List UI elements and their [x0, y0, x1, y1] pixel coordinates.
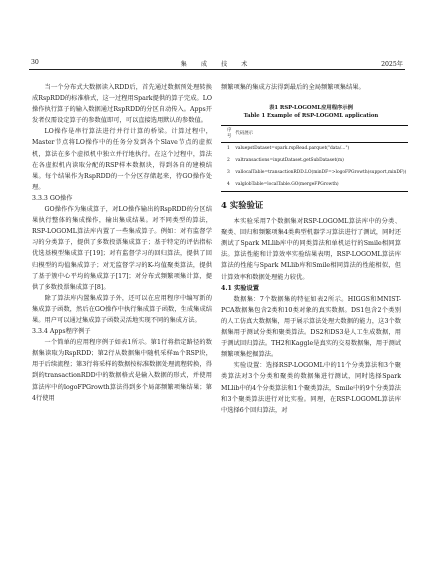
table-header-row — [221, 126, 408, 143]
paragraph: 数据集：7个数据集的特征如表2所示。HIGGS和MNIST-PCA数据集包含2类和10类对象的真实数据。DS1包含2个类别的人工仿真大数据集，用于展示算法处理大数据的能力，这3个数据集用于测试分类和聚类算法。DS2和DS3是人工生成数据，用于测试回归算法。TH2和Kaggle是真实的交易数据集，用于测试频繁项集挖掘算法。 — [221, 295, 401, 359]
code-example-table — [221, 125, 408, 192]
subsection-heading: 4.1 实验设置 — [221, 284, 260, 292]
table-caption-cn: 表1 RSP-LOGOML应用程序示例 — [269, 105, 353, 112]
paragraph: 当一个分布式大数据读入RDD后，首先通过数据预处理转换成RspRDD的标准格式，这一过程用Spark提供的算子完成。LO操作执行算子的输入数据通过RspRDD的分区自动传入。Apps开发者仅需设定算子的参数值即可，可以直接选用默认的参数值。 — [32, 84, 212, 125]
row-number: 4 — [221, 179, 233, 192]
row-number: 3 — [227, 170, 230, 176]
publication-year: 2025年 — [381, 61, 403, 68]
paragraph: 实验设置：选择RSP-LOGOML中的11个分类算法和3个聚类算法对3个分类和聚类的数据集进行测试，同时选择Spark MLlib中的4个分类算法和1个聚类算法，Smile中的9个分类算法和3个聚类算法进行对比实验。同理，在RSP-LOGOML算法库中选择6个回归算法，对 — [221, 362, 401, 414]
table-row — [221, 167, 408, 179]
paragraph: 本实验采用7个数据集对RSP-LOGOML算法库中的分类、聚类、回归和频繁项集4类典型机器学习算法进行了测试，同时还测试了Spark MLlib库中的同类算法和单机运行的Smile相同算法。算法性能和计算效率实验结果表明，RSP-LOGOML算法库算法的性能与Spark MLlib库和Smile相同算法的性能相似，但计算效率和数据处理能力较优。 — [221, 218, 401, 281]
page-number: 30 — [31, 59, 39, 66]
paragraph: LO操作是串行算法进行并行计算的桥梁。计算过程中，Master节点将LO操作中的任务分发到各个Slave节点的虚拟机，算法在多个虚拟机中独立并行地执行。在这个过程中，算法在各虚拟机内读取分配的RSP样本数据块，得到各自的建模结果。每个结果作为RspRDD的一个分区存储起来，待GO操作处理。 — [32, 128, 212, 191]
row-number: 2 — [227, 158, 230, 164]
section-heading: 4 实验验证 — [221, 200, 264, 211]
running-header — [29, 57, 405, 70]
row-code: valglobTable=localTable.GO(mergeFPGrowth) — [233, 179, 408, 192]
paragraph: GO操作作为集成算子，对LO操作输出的RspRDD的分区结果执行整体的集成操作，输出集成结果。对不同类型的算法，RSP-LOGOML算法库内置了一些集成算子。例如：对有监督学习的分类算子，提供了多数投票集成算子；基于特定的评估指标优选基模型集成算子[19]；对有监督学习的回归算法，提供了回归模型的均值集成算子；对无监督学习的K-均值聚类算法，提供了基于簇中心平均的集成算子[17]；对分布式频繁项集计算，提供了多数投票集成算子[8]。 — [32, 206, 212, 291]
journal-title: 集 成 技 术 — [180, 61, 254, 68]
subsection-heading: 3.3.4 Apps程序例子 — [32, 328, 91, 336]
paragraph: 除了算法库内置集成算子外，还可以在应用程序中编写新的集成算子函数，然后在GO操作中执行集成算子函数，生成集成结果。用户可以通过集成算子函数灵活地实现不同的集成方法。 — [32, 294, 212, 324]
right-column — [221, 82, 407, 416]
left-column — [32, 82, 212, 404]
row-code: valtransactions=inputDataset.getSubDataset(m) — [235, 158, 344, 164]
table-row — [221, 179, 408, 192]
column-header-code: 代码展示 — [233, 126, 408, 143]
table-row — [221, 143, 408, 156]
table-caption-en: Table 1 Example of RSP-LOGOML application — [243, 113, 379, 120]
table-row — [221, 155, 408, 167]
row-number: 1 — [227, 146, 230, 152]
paragraph: 一个简单的应用程序例子如表1所示。第1行将指定路径的数据集读取为RspRDD；第2行从数据集中随机采样m个RSP块，用于后续流程；第3行将采样的数据按标准数据处理流程转换，得到的transactionRDD中的数据格式是输入数据的形式，并使用算法库中的logoFPGrowth算法得到多个局部频繁项集结果；第4行使用 — [32, 339, 212, 402]
row-code: vallocalTable=transactionRDD.LO(minDF=>logoFPGrowth(support,minDF)) — [235, 170, 407, 176]
row-code: valuepstDataset=spark.rspRead.parquet("data/...") — [235, 146, 350, 152]
subsection-heading: 3.3.3 GO操作 — [32, 194, 73, 202]
paragraph: 频繁项集的集成方法得到最后的全局频繁项集结果。 — [221, 84, 365, 91]
column-header-number: 序号 — [221, 126, 233, 143]
